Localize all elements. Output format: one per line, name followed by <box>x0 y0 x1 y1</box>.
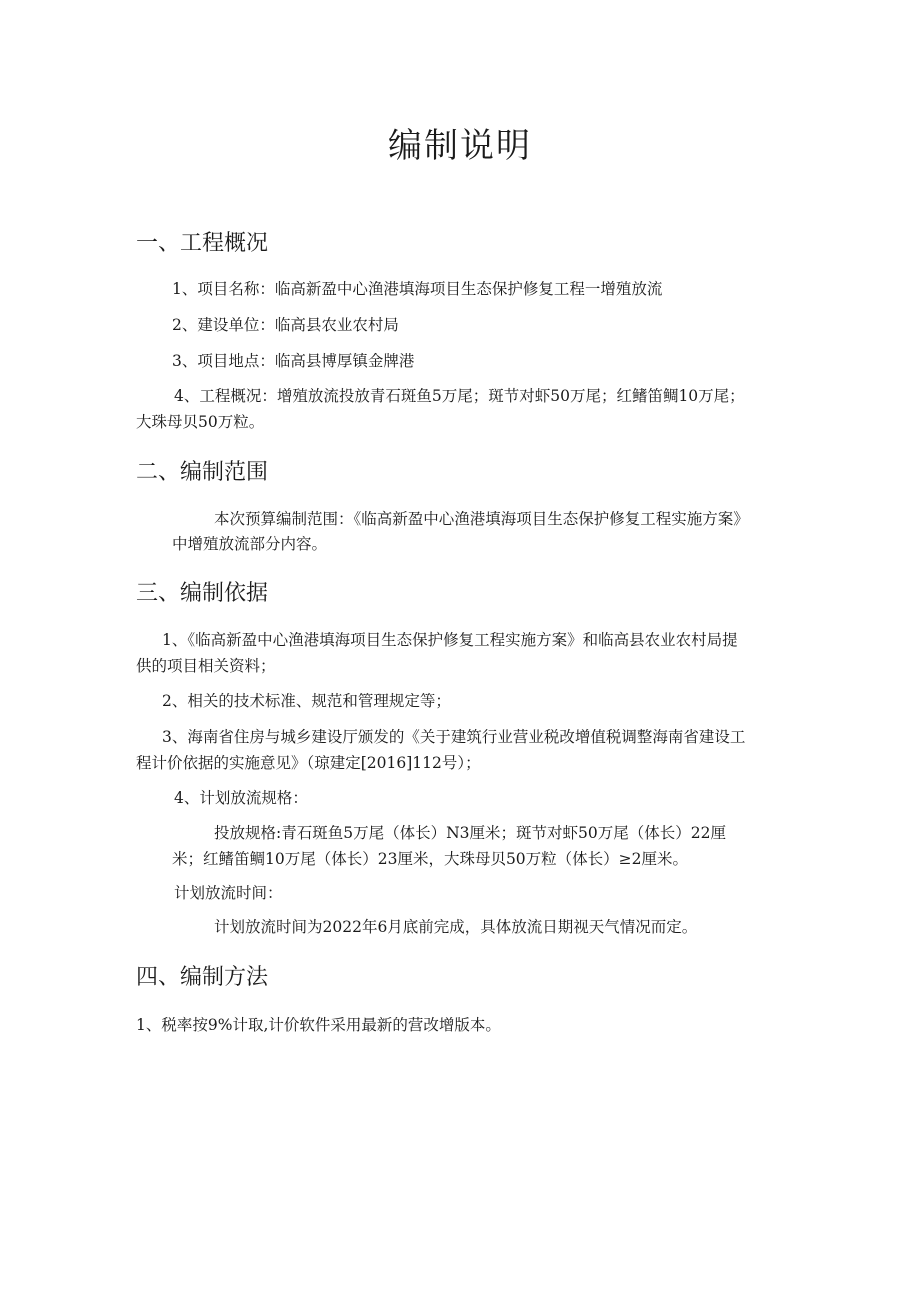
overview-item-summary-line2: 大珠母贝50万粒。 <box>136 413 265 431</box>
overview-item-summary-line1: 4、工程概况：增殖放流投放青石斑鱼5万尾；斑节对虾50万尾；红鳍笛鲷10万尾； <box>174 387 745 405</box>
overview-item-project-name: 1、项目名称：临高新盈中心渔港填海项目生态保护修复工程一增殖放流 <box>172 280 663 298</box>
section-heading-overview: 一、工程概况 <box>136 231 269 256</box>
basis-item1-line2: 供的项目相关资料； <box>136 657 276 675</box>
scope-paragraph-line2: 中增殖放流部分内容。 <box>172 535 328 553</box>
basis-item1-line1: 1、《临高新盈中心渔港填海项目生态保护修复工程实施方案》和临高县农业农村局提 <box>162 631 738 649</box>
scope-paragraph-line1: 本次预算编制范围：《临高新盈中心渔港填海项目生态保护修复工程实施方案》 <box>214 510 749 528</box>
release-time-label: 计划放流时间： <box>174 884 283 902</box>
page-title: 编制说明 <box>388 126 532 166</box>
basis-item2: 2、相关的技术标准、规范和管理规定等； <box>162 692 451 710</box>
basis-item3-line1: 3、海南省住房与城乡建设厅颁发的《关于建筑行业营业税改增值税调整海南省建设工 <box>162 728 746 746</box>
basis-item3-line2: 程计价依据的实施意见》（琼建定[2016]112号）； <box>136 754 481 772</box>
basis-item4: 4、计划放流规格： <box>174 789 308 807</box>
overview-item-builder: 2、建设单位：临高县农业农村局 <box>172 316 399 334</box>
section-heading-method: 四、编制方法 <box>136 965 269 990</box>
release-spec-line1: 投放规格:青石斑鱼5万尾（体长）N3厘米；斑节对虾50万尾（体长）22厘 <box>214 824 726 842</box>
overview-item-location: 3、项目地点：临高县博厚镇金牌港 <box>172 352 415 370</box>
method-item1: 1、税率按9%计取,计价软件采用最新的营改增版本。 <box>136 1016 501 1034</box>
section-heading-basis: 三、编制依据 <box>136 581 269 606</box>
section-heading-scope: 二、编制范围 <box>136 460 269 485</box>
release-time-text: 计划放流时间为2022年6月底前完成，具体放流日期视天气情况而定。 <box>214 918 698 936</box>
release-spec-line2: 米；红鳍笛鲷10万尾（体长）23厘米，大珠母贝50万粒（体长）≥2厘米。 <box>172 850 689 868</box>
